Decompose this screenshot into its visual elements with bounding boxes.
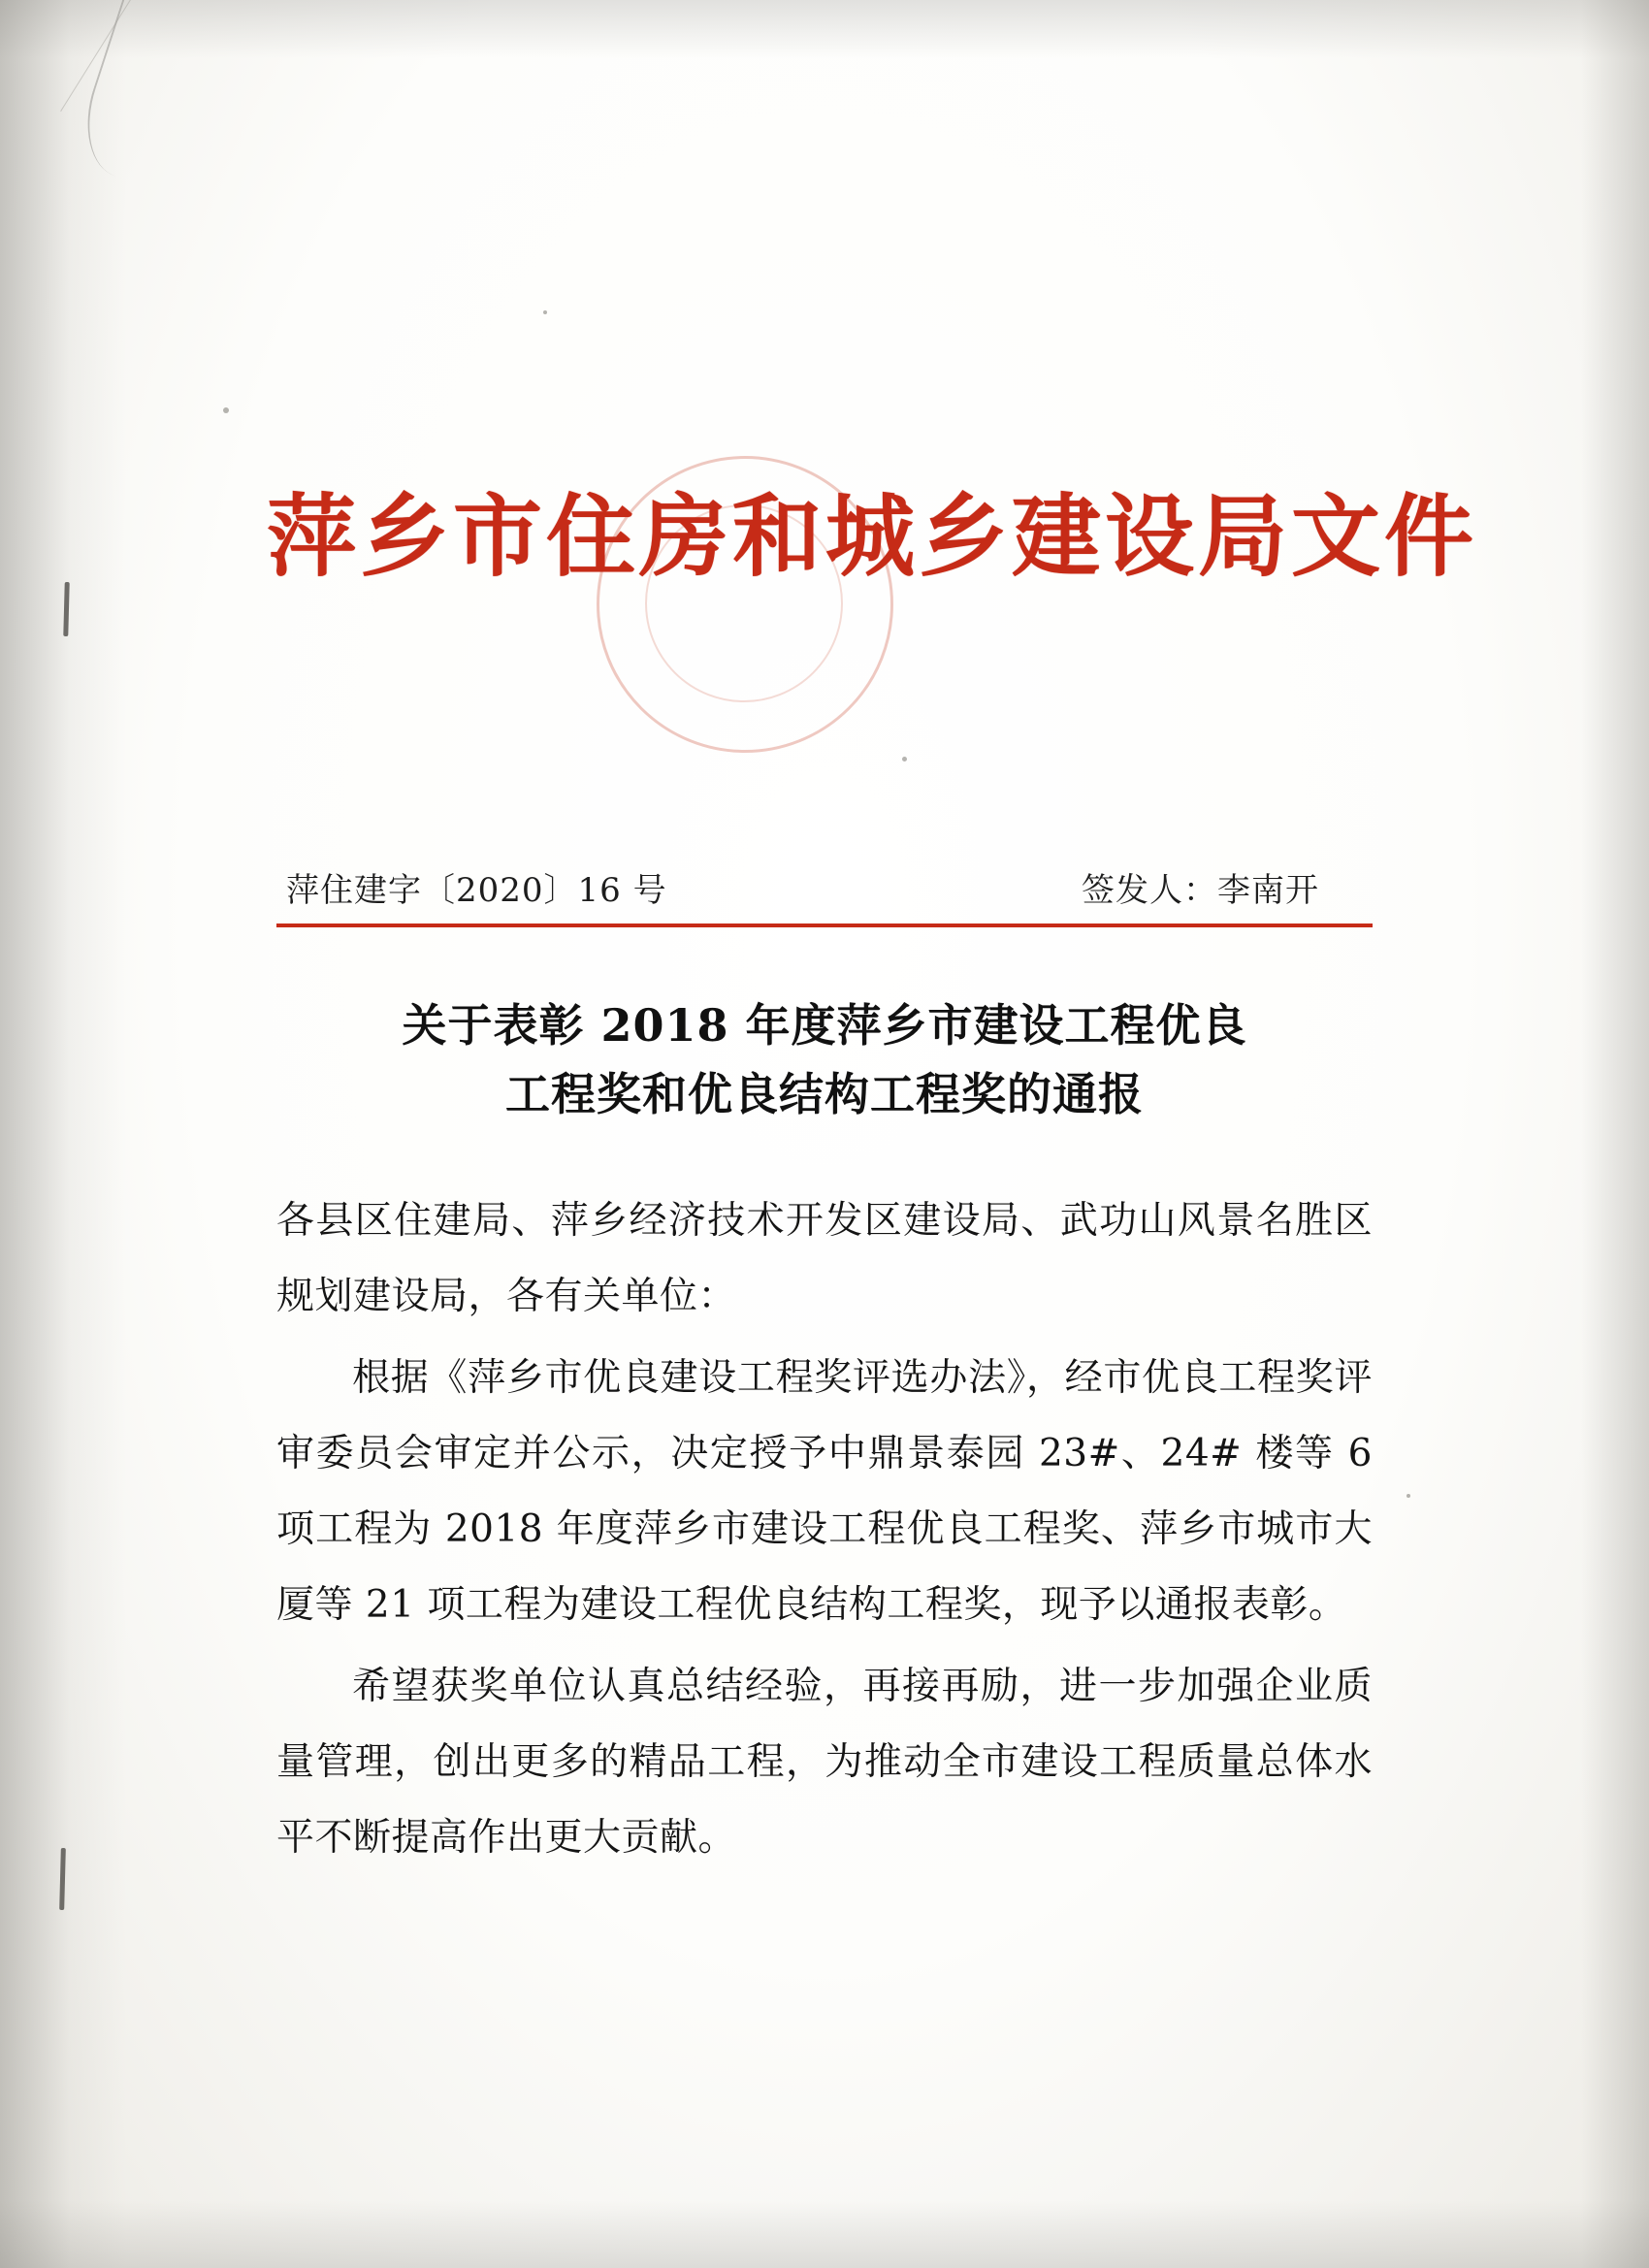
document-body (276, 1183, 1373, 1882)
document-paragraph-encouragement: 希望获奖单位认真总结经验，再接再励，进一步加强企业质量管理，创出更多的精品工程，为推动全市建设工程质量总体水平不断提高作出更大贡献。 (276, 1665, 1373, 1860)
scan-speck (1406, 1494, 1410, 1498)
document-content (267, 0, 1478, 2268)
document-number: 萍住建字〔2020〕16 号 (286, 871, 667, 910)
document-meta-row (276, 863, 1373, 911)
scan-shadow-right (1581, 0, 1649, 2268)
document-title-line-1: 关于表彰 2018 年度萍乡市建设工程优良 (402, 999, 1247, 1052)
document-issuer: 签发人：李南开 (1082, 871, 1319, 910)
document-title-line-2: 工程奖和优良结构工程奖的通报 (505, 1068, 1144, 1121)
document-masthead: 萍乡市住房和城乡建设局文件 (267, 484, 1478, 589)
red-divider-rule (276, 923, 1373, 927)
document-paragraph-salutation: 各县区住建局、萍乡经济技术开发区建设局、武功山风景名胜区规划建设局，各有关单位： (276, 1199, 1373, 1318)
scan-shadow-left (0, 0, 126, 2268)
scan-speck (223, 407, 229, 413)
document-title (276, 991, 1373, 1130)
document-paragraph-decision: 根据《萍乡市优良建设工程奖评选办法》，经市优良工程奖评审委员会审定并公示，决定授予中鼎景泰园 23#、24# 楼等 6 项工程为 2018 年度萍乡市建设工程优良工程奖、萍乡市城市大厦等 21 项工程为建设工程优良结构工程奖，现予以通报表彰。 (276, 1356, 1373, 1627)
